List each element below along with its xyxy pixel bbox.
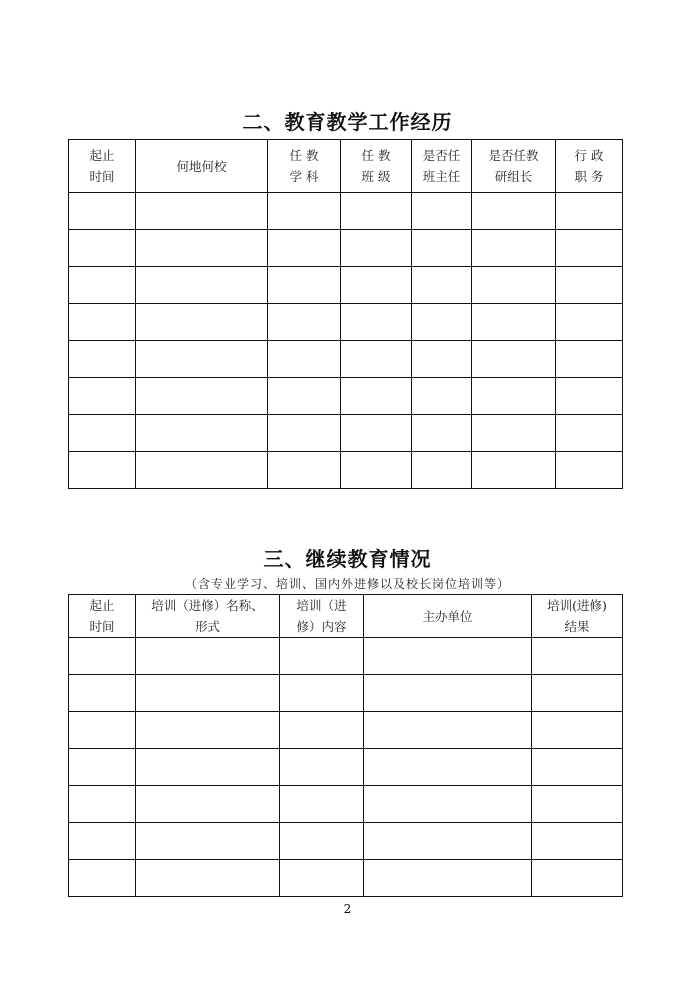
- column-header: 何地何校: [136, 140, 268, 193]
- table-row: [69, 267, 623, 304]
- table-cell[interactable]: [268, 378, 341, 415]
- table-cell[interactable]: [472, 341, 556, 378]
- table-cell[interactable]: [69, 675, 136, 712]
- table-row: [69, 415, 623, 452]
- table-cell[interactable]: [69, 786, 136, 823]
- table-cell[interactable]: [341, 304, 412, 341]
- table-cell[interactable]: [556, 341, 623, 378]
- table-cell[interactable]: [364, 786, 532, 823]
- table-row: [69, 341, 623, 378]
- table-cell[interactable]: [136, 267, 268, 304]
- table-cell[interactable]: [472, 193, 556, 230]
- table-cell[interactable]: [136, 823, 280, 860]
- table-cell[interactable]: [136, 786, 280, 823]
- table-cell[interactable]: [556, 304, 623, 341]
- column-header: 任 教 班 级: [341, 140, 412, 193]
- table-header-row: [69, 140, 623, 193]
- table-cell[interactable]: [532, 712, 623, 749]
- table-cell[interactable]: [136, 452, 268, 489]
- table-cell[interactable]: [69, 860, 136, 897]
- table-cell[interactable]: [280, 712, 364, 749]
- section3-title: 三、继续教育情况: [263, 547, 432, 571]
- table-cell[interactable]: [341, 193, 412, 230]
- table-cell[interactable]: [341, 341, 412, 378]
- table-cell[interactable]: [136, 749, 280, 786]
- table-cell[interactable]: [69, 415, 136, 452]
- table-cell[interactable]: [268, 304, 341, 341]
- table-cell[interactable]: [412, 452, 472, 489]
- table-cell[interactable]: [341, 267, 412, 304]
- table-cell[interactable]: [412, 378, 472, 415]
- page-number: 2: [343, 902, 352, 916]
- table-row: [69, 193, 623, 230]
- column-header: 行 政 职 务: [556, 140, 623, 193]
- section3-subtitle: （含专业学习、培训、国内外进修以及校长岗位培训等）: [184, 577, 510, 591]
- column-header: 是否任教 研组长: [472, 140, 556, 193]
- table-cell[interactable]: [136, 230, 268, 267]
- table-cell[interactable]: [136, 304, 268, 341]
- table-cell[interactable]: [69, 712, 136, 749]
- table-cell[interactable]: [136, 675, 280, 712]
- table-cell[interactable]: [69, 267, 136, 304]
- table-cell[interactable]: [364, 823, 532, 860]
- table-cell[interactable]: [472, 267, 556, 304]
- table-cell[interactable]: [136, 415, 268, 452]
- table-cell[interactable]: [556, 267, 623, 304]
- table-row: [69, 230, 623, 267]
- table-cell[interactable]: [472, 415, 556, 452]
- table-cell[interactable]: [472, 452, 556, 489]
- table-cell[interactable]: [532, 749, 623, 786]
- table-cell[interactable]: [472, 304, 556, 341]
- column-header: 任 教 学 科: [268, 140, 341, 193]
- work-history-table: [68, 139, 623, 489]
- table-cell[interactable]: [136, 712, 280, 749]
- table-cell[interactable]: [280, 823, 364, 860]
- table-cell[interactable]: [280, 638, 364, 675]
- table-cell[interactable]: [341, 378, 412, 415]
- table-cell[interactable]: [280, 786, 364, 823]
- table-cell[interactable]: [341, 415, 412, 452]
- table-cell[interactable]: [268, 230, 341, 267]
- table-row: [69, 452, 623, 489]
- table-row: [69, 749, 623, 786]
- table-cell[interactable]: [69, 304, 136, 341]
- table-cell[interactable]: [412, 341, 472, 378]
- table-cell[interactable]: [69, 452, 136, 489]
- table-cell[interactable]: [364, 749, 532, 786]
- column-header: 起止 时间: [69, 140, 136, 193]
- table-cell[interactable]: [412, 230, 472, 267]
- table-cell[interactable]: [268, 193, 341, 230]
- table-row: [69, 786, 623, 823]
- table-cell[interactable]: [341, 452, 412, 489]
- table-cell[interactable]: [412, 193, 472, 230]
- column-header: 是否任 班主任: [412, 140, 472, 193]
- table-cell[interactable]: [556, 378, 623, 415]
- table-cell[interactable]: [69, 823, 136, 860]
- table-cell[interactable]: [136, 378, 268, 415]
- table-cell[interactable]: [341, 230, 412, 267]
- table-cell[interactable]: [412, 304, 472, 341]
- column-header: 主办单位: [364, 595, 532, 638]
- table-cell[interactable]: [556, 230, 623, 267]
- table-row: [69, 378, 623, 415]
- table-cell[interactable]: [556, 452, 623, 489]
- table-cell[interactable]: [69, 378, 136, 415]
- table-cell[interactable]: [136, 341, 268, 378]
- table-row: [69, 638, 623, 675]
- table-cell[interactable]: [136, 193, 268, 230]
- table-cell[interactable]: [412, 415, 472, 452]
- table-row: [69, 675, 623, 712]
- table-cell[interactable]: [69, 749, 136, 786]
- continuing-education-table: [68, 594, 623, 897]
- table-cell[interactable]: [136, 860, 280, 897]
- column-header: 培训（进 修）内容: [280, 595, 364, 638]
- table-cell[interactable]: [532, 786, 623, 823]
- table-cell[interactable]: [268, 267, 341, 304]
- table-cell[interactable]: [280, 675, 364, 712]
- table-cell[interactable]: [268, 415, 341, 452]
- table-cell[interactable]: [364, 675, 532, 712]
- table-cell[interactable]: [532, 860, 623, 897]
- table-cell[interactable]: [472, 378, 556, 415]
- table-cell[interactable]: [280, 860, 364, 897]
- table-cell[interactable]: [280, 749, 364, 786]
- column-header: 培训（进修）名称、 形式: [136, 595, 280, 638]
- table-row: [69, 860, 623, 897]
- table-cell[interactable]: [69, 193, 136, 230]
- table-cell[interactable]: [556, 415, 623, 452]
- table-row: [69, 712, 623, 749]
- table-cell[interactable]: [472, 230, 556, 267]
- table-cell[interactable]: [412, 267, 472, 304]
- column-header: 起止 时间: [69, 595, 136, 638]
- table-cell[interactable]: [69, 638, 136, 675]
- table-cell[interactable]: [136, 638, 280, 675]
- table-cell[interactable]: [364, 638, 532, 675]
- table-cell[interactable]: [556, 193, 623, 230]
- section2-title: 二、教育教学工作经历: [242, 110, 453, 134]
- table-header-row: [69, 595, 623, 638]
- table-cell[interactable]: [69, 341, 136, 378]
- column-header: 培训(进修) 结果: [532, 595, 623, 638]
- table-cell[interactable]: [532, 638, 623, 675]
- table-cell[interactable]: [69, 230, 136, 267]
- table-row: [69, 823, 623, 860]
- table-cell[interactable]: [364, 860, 532, 897]
- table-cell[interactable]: [364, 712, 532, 749]
- table-cell[interactable]: [268, 341, 341, 378]
- table-cell[interactable]: [532, 823, 623, 860]
- table-row: [69, 304, 623, 341]
- table-cell[interactable]: [532, 675, 623, 712]
- table-cell[interactable]: [268, 452, 341, 489]
